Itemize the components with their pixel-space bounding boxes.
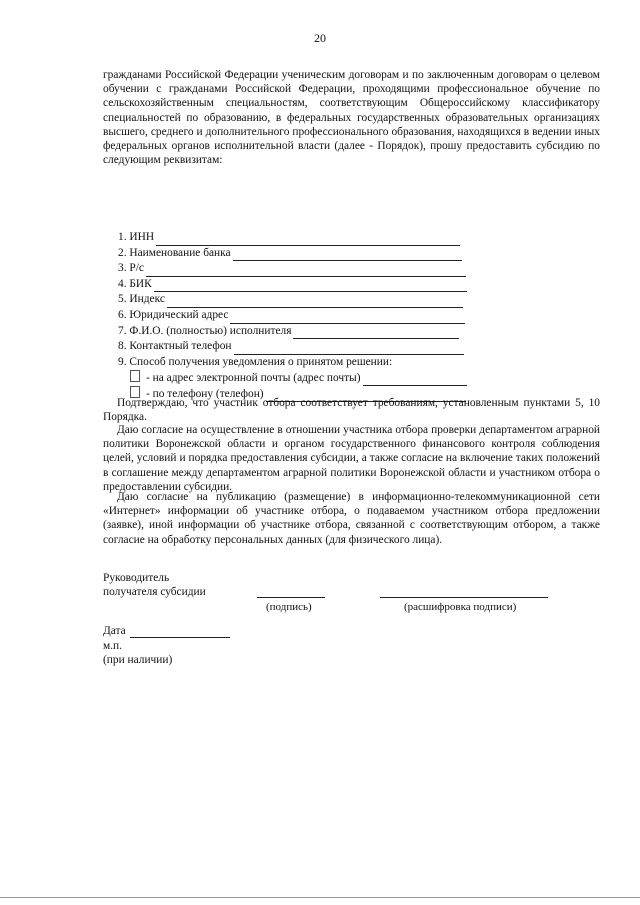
field-bik — [118, 277, 467, 293]
date-row — [103, 624, 230, 638]
field-index-line[interactable] — [167, 296, 463, 308]
page-bottom-border — [0, 897, 640, 898]
field-phone-line[interactable] — [234, 343, 464, 355]
field-executor-label: 7. Ф.И.О. (полностью) исполнителя — [118, 324, 292, 337]
field-notification-label: 9. Способ получения уведомления о принятом решении: — [118, 355, 393, 368]
field-inn-label: 1. ИНН — [118, 231, 155, 243]
date-label: Дата — [103, 625, 126, 637]
field-index — [118, 292, 467, 308]
date-line[interactable] — [130, 626, 230, 638]
head-title-line2: получателя субсидии — [103, 586, 206, 598]
page-number: 20 — [314, 31, 326, 45]
field-account-label: 3. Р/с — [118, 262, 144, 275]
field-bank-line[interactable] — [233, 249, 462, 261]
intro-paragraph: гражданами Российской Федерации ученическим договорам и по заключенным договорам о целевом обучении с гражданами Российской Федерации, проходящими профессиональное обучение по сельскохозяйственным специальностям, соответствующим Общероссийскому классификатору специальностей по образованию, в федеральных государственных образовательных организациях высшего, среднего и дополнительного профессионального образования, находящихся в ведении иных федеральных органов исполнительной власти (далее - Порядок), прошу предоставить субсидию по следующим реквизитам: — [103, 69, 600, 167]
field-legal-address-line[interactable] — [230, 312, 465, 324]
field-index-label: 5. Индекс — [118, 293, 165, 306]
field-account-line[interactable] — [146, 265, 466, 277]
field-notification — [118, 355, 467, 371]
field-account — [118, 261, 467, 277]
consent-publish-paragraph: Даю согласие на публикацию (размещение) в информационно-телекоммуникационной сети «Интернет» информации об участнике отбора, о подаваемом участником отбора предложении (заявке), иной информации об участнике отбора, связанной с соответствующим отбором, а также согласие на обработку персональных данных (для физического лица). — [103, 491, 600, 546]
signature-decode-line[interactable] — [380, 597, 548, 598]
field-inn — [118, 230, 467, 246]
option-email — [130, 370, 467, 386]
field-bank-label: 2. Наименование банка — [118, 246, 231, 259]
stamp-label: м.п. — [103, 640, 122, 652]
consent-check-paragraph: Даю согласие на осуществление в отношении участника отбора проверки департаментом аграрной политики Воронежской области и органом государственного финансового контроля соблюдения целей, условий и порядка предоставления субсидии, а также согласие на включение таких положений в соглашение между департаментом аграрной политики Воронежской области и участником отбора о предоставлении субсидии. — [103, 424, 600, 493]
field-executor-line[interactable] — [293, 327, 459, 339]
option-phone-label: - по телефону (телефон) — [146, 388, 264, 401]
signature-caption: (подпись) — [266, 601, 312, 613]
stamp-if-any: (при наличии) — [103, 654, 173, 666]
field-bank — [118, 246, 467, 262]
field-legal-address — [118, 308, 467, 324]
field-bik-label: 4. БИК — [118, 277, 152, 290]
option-email-label: - на адрес электронной почты (адрес почты) — [146, 372, 361, 385]
requisites-form — [118, 230, 467, 402]
field-phone — [118, 339, 467, 355]
field-phone-label: 8. Контактный телефон — [118, 340, 232, 353]
signature-line[interactable] — [257, 597, 325, 598]
email-checkbox[interactable] — [130, 370, 140, 382]
field-bik-line[interactable] — [154, 280, 467, 292]
head-title-line1: Руководитель — [103, 572, 170, 584]
field-inn-line[interactable] — [156, 234, 460, 246]
option-email-line[interactable] — [363, 374, 467, 386]
signature-decode-caption: (расшифровка подписи) — [404, 601, 517, 613]
field-legal-address-label: 6. Юридический адрес — [118, 308, 229, 321]
confirm-paragraph: Подтверждаю, что участник отбора соответствует требованиям, установленным пунктами 5, 10 Порядка. — [103, 397, 600, 424]
field-executor — [118, 324, 467, 340]
